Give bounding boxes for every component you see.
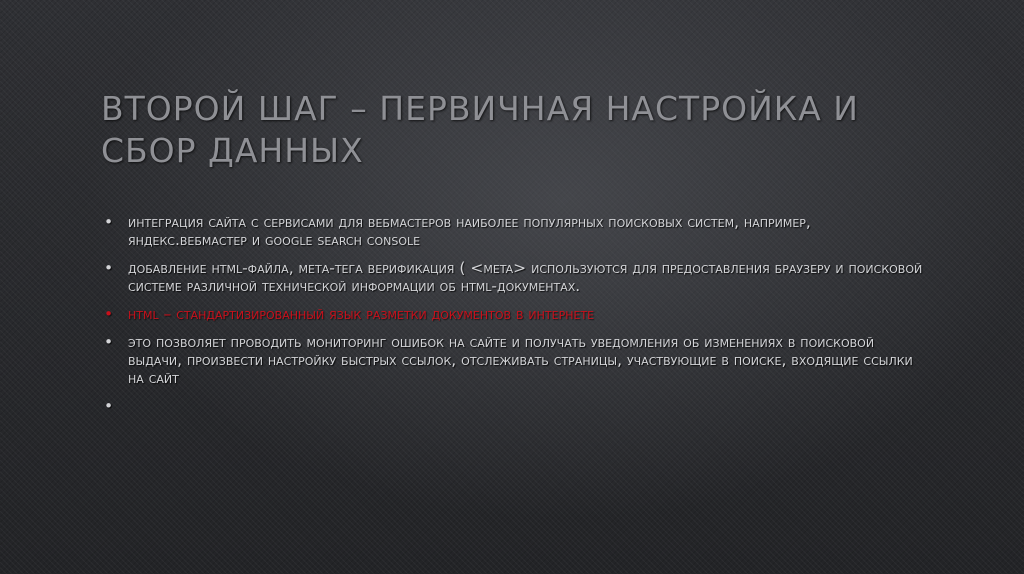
bullet-item-html-definition [104,305,924,323]
bullet-item-empty [104,397,924,415]
bullet-list [104,213,924,425]
slide-title: ВТОРОЙ ШАГ – ПЕРВИЧНАЯ НАСТРОЙКА И СБОР ДАННЫХ [101,89,859,170]
bullet-text: html – стандартизированный язык разметки документов в интернете [128,305,595,323]
bullet-text: добавление html-файла, мета-тега верификация ( <meta> используются для предоставления браузеру и поисковой системе различной технической информации об html-документах. [128,259,923,295]
bullet-marker: • [104,213,114,231]
bullet-marker: • [104,333,114,351]
bullet-marker: • [104,397,114,415]
bullet-marker: • [104,305,114,323]
bullet-item-monitoring [104,333,924,387]
bullet-item-verification [104,259,924,295]
bullet-text: интеграция сайта с сервисами для вебмастеров наиболее популярных поисковых систем, например, яндекс.вебмастер и google search console [128,213,811,249]
bullet-marker: • [104,259,114,277]
bullet-item-integration [104,213,924,249]
bullet-text: это позволяет проводить мониторинг ошибок на сайте и получать уведомления об изменениях в поисковой выдачи, произвести настройку быстрых ссылок, отслеживать страницы, участвующие в поиске, входящие ссылки на сайт [128,333,913,387]
